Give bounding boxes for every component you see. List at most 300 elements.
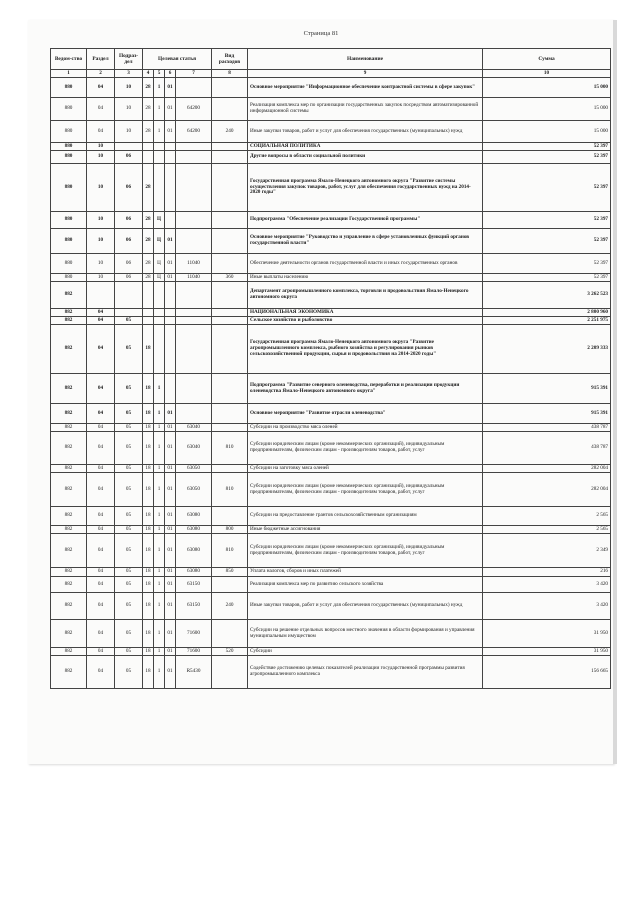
cell-naimenovanie: Субсидии	[248, 648, 483, 656]
cell-vid-rashodov	[212, 229, 248, 254]
cell-event: 01	[165, 577, 176, 593]
cell-subprogram	[154, 317, 165, 325]
cell-direction	[176, 282, 212, 309]
cell-event: 01	[165, 534, 176, 568]
cell-summa: 3 262 523	[483, 282, 611, 309]
table-row	[51, 424, 611, 432]
cell-vedomstvo: 882	[51, 620, 87, 648]
table-row	[51, 98, 611, 121]
cell-razdel: 04	[87, 78, 115, 98]
cell-razdel: 04	[87, 424, 115, 432]
cell-razdel: 10	[87, 143, 115, 151]
cell-direction: 63080	[176, 534, 212, 568]
cell-razdel: 04	[87, 534, 115, 568]
cell-vedomstvo: 880	[51, 143, 87, 151]
cell-naimenovanie: Субсидии юридическим лицам (кроме некоммерческих организаций), индивидуальным предпринимателям, физическим лицам - производителям товаров, работ, услуг	[248, 534, 483, 568]
cell-event: 01	[165, 274, 176, 282]
cell-podrazdel: 10	[115, 98, 143, 121]
cell-event: 01	[165, 432, 176, 465]
cell-vedomstvo: 880	[51, 151, 87, 164]
cell-vid-rashodov	[212, 282, 248, 309]
cell-podrazdel: 05	[115, 534, 143, 568]
cell-event	[165, 317, 176, 325]
cell-podrazdel: 10	[115, 121, 143, 143]
cell-razdel: 04	[87, 620, 115, 648]
cell-program: 28	[143, 254, 154, 274]
cell-program	[143, 309, 154, 317]
cell-vedomstvo: 882	[51, 424, 87, 432]
cell-naimenovanie: Иные бюджетные ассигнования	[248, 526, 483, 534]
cell-program: 18	[143, 534, 154, 568]
table-row	[51, 274, 611, 282]
cell-subprogram: 1	[154, 526, 165, 534]
cell-direction: 64200	[176, 121, 212, 143]
cell-vid-rashodov: 810	[212, 432, 248, 465]
cell-vid-rashodov	[212, 78, 248, 98]
cell-program: 18	[143, 526, 154, 534]
table-row	[51, 465, 611, 473]
cell-vid-rashodov: 520	[212, 648, 248, 656]
cell-podrazdel: 06	[115, 229, 143, 254]
cell-event: 01	[165, 620, 176, 648]
cell-summa: 15 000	[483, 121, 611, 143]
header-naimenovanie: Наименование	[248, 49, 483, 70]
cell-event	[165, 212, 176, 229]
cell-program: 18	[143, 507, 154, 526]
cell-podrazdel: 05	[115, 620, 143, 648]
cell-vedomstvo: 882	[51, 526, 87, 534]
cell-razdel: 04	[87, 648, 115, 656]
table-row	[51, 121, 611, 143]
col-num: 7	[176, 70, 212, 78]
cell-event: 01	[165, 465, 176, 473]
cell-vedomstvo: 882	[51, 374, 87, 404]
table-row	[51, 151, 611, 164]
column-number-row	[51, 70, 611, 78]
cell-direction: 71600	[176, 648, 212, 656]
cell-subprogram: 1	[154, 404, 165, 424]
cell-subprogram: 1	[154, 121, 165, 143]
cell-summa: 2 349	[483, 534, 611, 568]
cell-direction: 63040	[176, 432, 212, 465]
cell-program: 18	[143, 568, 154, 577]
cell-naimenovanie: Департамент агропромышленного комплекса, торговли и продовольствия Ямало-Ненецкого автономного округа	[248, 282, 483, 309]
cell-vedomstvo: 880	[51, 212, 87, 229]
cell-vid-rashodov: 800	[212, 526, 248, 534]
cell-podrazdel	[115, 309, 143, 317]
cell-naimenovanie: Субсидии на решение отдельных вопросов местного значения в области формирования и управления муниципальным имуществом	[248, 620, 483, 648]
table-row	[51, 309, 611, 317]
table-header-row	[51, 49, 611, 70]
cell-naimenovanie: Иные выплаты населению	[248, 274, 483, 282]
cell-direction	[176, 317, 212, 325]
col-num: 5	[154, 70, 165, 78]
cell-summa: 31 950	[483, 620, 611, 648]
cell-vedomstvo: 882	[51, 473, 87, 507]
cell-vid-rashodov	[212, 151, 248, 164]
cell-subprogram: 1	[154, 593, 165, 620]
cell-program	[143, 151, 154, 164]
cell-razdel: 04	[87, 317, 115, 325]
cell-vedomstvo: 882	[51, 404, 87, 424]
cell-vedomstvo: 882	[51, 465, 87, 473]
table-row	[51, 534, 611, 568]
cell-vid-rashodov: 850	[212, 568, 248, 577]
cell-program: 18	[143, 325, 154, 374]
cell-program: 28	[143, 78, 154, 98]
cell-razdel: 04	[87, 121, 115, 143]
cell-naimenovanie: Субсидии на заготовку мяса оленей	[248, 465, 483, 473]
cell-subprogram: 1	[154, 620, 165, 648]
cell-event: 01	[165, 568, 176, 577]
cell-razdel: 04	[87, 325, 115, 374]
table-row	[51, 374, 611, 404]
cell-subprogram	[154, 164, 165, 212]
cell-vedomstvo: 882	[51, 282, 87, 309]
header-celevaya-statya: Целевая статья	[143, 49, 212, 70]
cell-subprogram: 1	[154, 534, 165, 568]
cell-subprogram: 1	[154, 577, 165, 593]
cell-program: 28	[143, 274, 154, 282]
cell-vedomstvo: 882	[51, 507, 87, 526]
cell-podrazdel: 05	[115, 648, 143, 656]
cell-razdel: 10	[87, 229, 115, 254]
cell-vid-rashodov	[212, 143, 248, 151]
cell-podrazdel: 05	[115, 568, 143, 577]
cell-summa: 52 397	[483, 143, 611, 151]
table-row	[51, 432, 611, 465]
table-row	[51, 78, 611, 98]
table-row	[51, 577, 611, 593]
col-num: 1	[51, 70, 87, 78]
cell-summa: 2 800 960	[483, 309, 611, 317]
cell-razdel: 10	[87, 254, 115, 274]
cell-program	[143, 282, 154, 309]
cell-event: 01	[165, 424, 176, 432]
cell-subprogram: Ц	[154, 274, 165, 282]
budget-table	[50, 48, 611, 689]
cell-naimenovanie: Государственная программа Ямало-Ненецкого автономного округа "Развитие агропромышленного комплекса, рыбного хозяйства и регулирования рынков сельскохозяйственной продукции, сырья и продовольствия на 2014-2020 годы"	[248, 325, 483, 374]
cell-razdel: 04	[87, 404, 115, 424]
cell-vid-rashodov	[212, 424, 248, 432]
col-num: 8	[212, 70, 248, 78]
cell-summa: 52 397	[483, 151, 611, 164]
table-row	[51, 254, 611, 274]
cell-podrazdel: 06	[115, 274, 143, 282]
cell-naimenovanie: Субсидии на производство мяса оленей	[248, 424, 483, 432]
cell-event	[165, 309, 176, 317]
cell-razdel: 04	[87, 568, 115, 577]
cell-vedomstvo: 880	[51, 98, 87, 121]
cell-podrazdel: 05	[115, 404, 143, 424]
cell-program: 28	[143, 98, 154, 121]
cell-event	[165, 164, 176, 212]
cell-vid-rashodov	[212, 317, 248, 325]
cell-vedomstvo: 880	[51, 229, 87, 254]
cell-summa: 2 565	[483, 507, 611, 526]
cell-direction: R5430	[176, 656, 212, 689]
table-row	[51, 282, 611, 309]
cell-subprogram: Ц	[154, 212, 165, 229]
table-row	[51, 404, 611, 424]
cell-razdel: 10	[87, 212, 115, 229]
cell-subprogram: 1	[154, 98, 165, 121]
page-shadow-edge	[613, 20, 617, 764]
cell-vedomstvo: 880	[51, 78, 87, 98]
cell-program: 28	[143, 229, 154, 254]
cell-vedomstvo: 882	[51, 317, 87, 325]
cell-vid-rashodov	[212, 404, 248, 424]
cell-subprogram: 1	[154, 473, 165, 507]
table-row	[51, 593, 611, 620]
cell-razdel: 04	[87, 309, 115, 317]
cell-summa: 156 665	[483, 656, 611, 689]
cell-razdel: 04	[87, 656, 115, 689]
cell-event: 01	[165, 254, 176, 274]
cell-direction: 63150	[176, 593, 212, 620]
cell-summa: 2 251 975	[483, 317, 611, 325]
cell-direction	[176, 78, 212, 98]
cell-summa: 2 565	[483, 526, 611, 534]
header-podrazdel: Подраз-дел	[115, 49, 143, 70]
cell-subprogram: Ц	[154, 254, 165, 274]
cell-podrazdel: 05	[115, 374, 143, 404]
cell-naimenovanie: Сельское хозяйство и рыболовство	[248, 317, 483, 325]
cell-vid-rashodov: 810	[212, 534, 248, 568]
cell-event: 01	[165, 656, 176, 689]
cell-direction: 63080	[176, 526, 212, 534]
cell-event	[165, 143, 176, 151]
cell-event: 01	[165, 507, 176, 526]
table-body	[51, 78, 611, 689]
cell-naimenovanie: Основное мероприятие "Информационное обеспечение контрактной системы в сфере закупок"	[248, 78, 483, 98]
cell-program	[143, 143, 154, 151]
cell-vid-rashodov: 360	[212, 274, 248, 282]
cell-program	[143, 317, 154, 325]
cell-vid-rashodov	[212, 374, 248, 404]
cell-vedomstvo: 880	[51, 254, 87, 274]
cell-direction: 71600	[176, 620, 212, 648]
cell-naimenovanie: Иные закупки товаров, работ и услуг для обеспечения государственных (муниципальных) нужд	[248, 121, 483, 143]
table-row	[51, 325, 611, 374]
cell-subprogram: 1	[154, 465, 165, 473]
cell-naimenovanie: Подпрограмма "Обеспечение реализации Государственной программы"	[248, 212, 483, 229]
cell-vedomstvo: 882	[51, 593, 87, 620]
cell-summa: 52 397	[483, 229, 611, 254]
cell-podrazdel: 05	[115, 507, 143, 526]
cell-program: 28	[143, 121, 154, 143]
cell-subprogram: 1	[154, 374, 165, 404]
table-row	[51, 656, 611, 689]
cell-program: 18	[143, 620, 154, 648]
cell-subprogram	[154, 309, 165, 317]
cell-naimenovanie: Реализация комплекса мер по организации государственных закупок посредством автоматизированной информационной системы	[248, 98, 483, 121]
cell-podrazdel: 10	[115, 78, 143, 98]
cell-subprogram: 1	[154, 507, 165, 526]
table-row	[51, 568, 611, 577]
cell-program: 18	[143, 473, 154, 507]
cell-podrazdel: 06	[115, 212, 143, 229]
cell-subprogram: 1	[154, 568, 165, 577]
cell-podrazdel: 05	[115, 325, 143, 374]
cell-vid-rashodov	[212, 164, 248, 212]
cell-naimenovanie: Основное мероприятие "Руководство и управление в сфере установленных функций органов государственной власти"	[248, 229, 483, 254]
cell-razdel: 04	[87, 593, 115, 620]
cell-naimenovanie: Основное мероприятие "Развитие отрасли оленеводства"	[248, 404, 483, 424]
cell-vid-rashodov: 810	[212, 473, 248, 507]
cell-podrazdel: 05	[115, 465, 143, 473]
cell-vedomstvo: 882	[51, 325, 87, 374]
cell-razdel: 04	[87, 465, 115, 473]
cell-program: 18	[143, 374, 154, 404]
table-row	[51, 620, 611, 648]
cell-vid-rashodov	[212, 254, 248, 274]
cell-vedomstvo: 882	[51, 568, 87, 577]
cell-summa: 15 000	[483, 98, 611, 121]
header-vid-rashodov: Вид расходов	[212, 49, 248, 70]
cell-subprogram	[154, 143, 165, 151]
cell-program: 18	[143, 424, 154, 432]
cell-razdel: 04	[87, 507, 115, 526]
table-row	[51, 507, 611, 526]
col-num: 2	[87, 70, 115, 78]
cell-subprogram	[154, 282, 165, 309]
cell-naimenovanie: Субсидии на предоставление грантов сельскохозяйственным организациям	[248, 507, 483, 526]
cell-direction	[176, 374, 212, 404]
cell-vid-rashodov	[212, 507, 248, 526]
cell-razdel: 04	[87, 98, 115, 121]
cell-vid-rashodov	[212, 98, 248, 121]
cell-podrazdel: 05	[115, 526, 143, 534]
cell-direction: 63080	[176, 507, 212, 526]
cell-vid-rashodov	[212, 577, 248, 593]
cell-razdel: 04	[87, 577, 115, 593]
cell-vedomstvo: 882	[51, 432, 87, 465]
cell-summa: 31 950	[483, 648, 611, 656]
cell-summa: 2 209 333	[483, 325, 611, 374]
cell-summa: 3 420	[483, 593, 611, 620]
cell-subprogram: Ц	[154, 229, 165, 254]
cell-event: 01	[165, 473, 176, 507]
cell-event	[165, 325, 176, 374]
cell-summa: 438 787	[483, 424, 611, 432]
cell-vid-rashodov: 240	[212, 593, 248, 620]
cell-direction: 63150	[176, 577, 212, 593]
cell-vedomstvo: 882	[51, 577, 87, 593]
cell-podrazdel: 06	[115, 254, 143, 274]
cell-vedomstvo: 880	[51, 274, 87, 282]
cell-vedomstvo: 880	[51, 164, 87, 212]
cell-podrazdel	[115, 282, 143, 309]
header-summa: Сумма	[483, 49, 611, 70]
header-razdel: Раздел	[87, 49, 115, 70]
cell-event: 01	[165, 229, 176, 254]
cell-direction	[176, 404, 212, 424]
cell-event	[165, 374, 176, 404]
cell-naimenovanie: Содействие достижению целевых показателей реализации государственной программы развития агропромышленного комплекса	[248, 656, 483, 689]
cell-direction: 11040	[176, 254, 212, 274]
table-row	[51, 212, 611, 229]
cell-naimenovanie: СОЦИАЛЬНАЯ ПОЛИТИКА	[248, 143, 483, 151]
cell-summa: 438 787	[483, 432, 611, 465]
cell-program: 18	[143, 656, 154, 689]
cell-summa: 52 397	[483, 274, 611, 282]
table-row	[51, 229, 611, 254]
cell-podrazdel: 05	[115, 317, 143, 325]
col-num: 3	[115, 70, 143, 78]
cell-podrazdel	[115, 143, 143, 151]
cell-direction: 63050	[176, 465, 212, 473]
cell-summa: 915 391	[483, 374, 611, 404]
cell-subprogram: 1	[154, 78, 165, 98]
cell-direction	[176, 143, 212, 151]
cell-podrazdel: 05	[115, 424, 143, 432]
cell-summa: 216	[483, 568, 611, 577]
cell-direction	[176, 164, 212, 212]
cell-naimenovanie: Иные закупки товаров, работ и услуг для обеспечения государственных (муниципальных) нужд	[248, 593, 483, 620]
cell-razdel: 04	[87, 432, 115, 465]
cell-subprogram: 1	[154, 656, 165, 689]
cell-naimenovanie: Уплата налогов, сборов и иных платежей	[248, 568, 483, 577]
cell-direction: 63040	[176, 424, 212, 432]
cell-summa: 915 391	[483, 404, 611, 424]
cell-subprogram	[154, 151, 165, 164]
cell-naimenovanie: Обеспечение деятельности органов государственной власти и иных государственных органов	[248, 254, 483, 274]
cell-program: 18	[143, 465, 154, 473]
cell-direction	[176, 309, 212, 317]
cell-event: 01	[165, 98, 176, 121]
cell-direction	[176, 212, 212, 229]
cell-subprogram: 1	[154, 648, 165, 656]
col-num: 10	[483, 70, 611, 78]
cell-direction: 63050	[176, 473, 212, 507]
cell-summa: 15 000	[483, 78, 611, 98]
cell-summa: 282 004	[483, 473, 611, 507]
col-num: 6	[165, 70, 176, 78]
table-row	[51, 164, 611, 212]
cell-podrazdel: 05	[115, 432, 143, 465]
cell-vid-rashodov	[212, 465, 248, 473]
cell-podrazdel: 05	[115, 593, 143, 620]
cell-razdel: 10	[87, 164, 115, 212]
col-num: 9	[248, 70, 483, 78]
cell-vid-rashodov	[212, 656, 248, 689]
col-num: 4	[143, 70, 154, 78]
cell-event: 01	[165, 648, 176, 656]
cell-program: 28	[143, 212, 154, 229]
cell-razdel	[87, 282, 115, 309]
table-row	[51, 648, 611, 656]
scanned-page	[28, 20, 614, 764]
cell-program: 18	[143, 432, 154, 465]
cell-direction	[176, 151, 212, 164]
cell-summa: 3 420	[483, 577, 611, 593]
cell-podrazdel: 06	[115, 151, 143, 164]
cell-subprogram: 1	[154, 432, 165, 465]
cell-razdel: 04	[87, 374, 115, 404]
cell-program: 18	[143, 648, 154, 656]
cell-event: 01	[165, 526, 176, 534]
cell-event: 01	[165, 121, 176, 143]
cell-direction: 63080	[176, 568, 212, 577]
cell-event	[165, 282, 176, 309]
cell-razdel: 10	[87, 274, 115, 282]
table-row	[51, 143, 611, 151]
cell-razdel: 04	[87, 473, 115, 507]
cell-naimenovanie: НАЦИОНАЛЬНАЯ ЭКОНОМИКА	[248, 309, 483, 317]
cell-vedomstvo: 882	[51, 534, 87, 568]
cell-direction: 11040	[176, 274, 212, 282]
